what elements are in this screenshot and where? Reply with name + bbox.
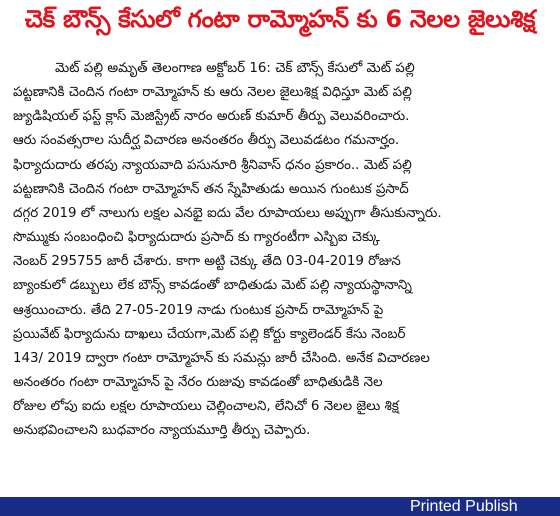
article-line: రోజుల లోపు ఐదు లక్షల రూపాయలు చెల్లించాలని, లేనిచో 6 నెలల జైలు శిక్ష bbox=[13, 399, 399, 415]
article-line: మెట్ పల్లి అమృత్ తెలంగాణ అక్టోబర్ 16: చెక్ బౌన్స్ కేసులో మెట్ పల్లి bbox=[55, 61, 415, 76]
article-line: పట్టణానికి చెందిన గంటా రామ్మోహన్ తన స్నేహితుడు అయిన గుంటుక ప్రసాద్ bbox=[13, 181, 409, 197]
article-line: బ్యాంకులో డబ్బులు లేక బౌన్స్ కావడంతో బాధితుడు మెట్ పల్లి న్యాయస్థానాన్ని bbox=[13, 278, 412, 294]
footer-bar-text: Printed Publish bbox=[410, 498, 518, 515]
article-line: అనంతరం గంటా రామ్మోహన్ పై నేరం రుజువు కావడంతో బాధితుడికి నెల bbox=[13, 375, 383, 391]
article-line: సొమ్ముకు సంబంధించి ఫిర్యాదుదారు ప్రసాద్ కు గ్యారంటీగా ఎస్బిఐ చెక్కు bbox=[13, 230, 380, 246]
article-line: జ్యుడిషియల్ ఫస్ట్ క్లాస్ మెజిస్ట్రేట్ నారం అరుణ్ కుమార్ తీర్పు వెలువరించారు. bbox=[13, 109, 410, 125]
article-line: ఆరు సంవత్సరాల సుదీర్ఘ విచారణ అనంతరం తీర్పు వెలువడటం గమనార్హం. bbox=[13, 133, 400, 149]
article-line: ఫిర్యాదుదారు తరపు న్యాయవాది పసునూరి శ్రీనివాస్ ధనం ప్రకారం.. మెట్ పల్లి bbox=[13, 157, 412, 173]
article-line: అనుభవించాలని బుధవారం న్యాయమూర్తి తీర్పు చెప్పారు. bbox=[13, 423, 311, 439]
article-line: దగ్గర 2019 లో నాలుగు లక్షల ఎనభై ఐదు వేల రూపాయలు అప్పుగా తీసుకున్నారు. bbox=[13, 205, 442, 221]
article-line: ప్రయివేట్ ఫిర్యాదును దాఖలు చేయగా,మెట్ పల్లి కోర్టు క్యాలెండర్ కేసు నెంబర్ bbox=[13, 326, 406, 342]
headline: చెక్ బౌన్స్ కేసులో గంటా రామ్మోహన్ కు 6 నెలల జైలుశిక్ష bbox=[24, 5, 536, 33]
article-line: ఆశ్రయించారు. తేది 27-05-2019 నాడు గుంటుక ప్రసాద్ రామ్మోహన్ పై bbox=[13, 302, 384, 318]
article-line: పట్టణానికి చెందిన గంటా రామ్మోహన్ కు ఆరు నెలల జైలుశిక్ష విధిస్తూ మెట్ పల్లి bbox=[13, 85, 412, 101]
article-body bbox=[13, 57, 556, 444]
article-line: 143/ 2019 ద్వారా గంటా రామ్మోహన్ కు సమన్లు జారీ చేసింది. అనేక విచారణల bbox=[13, 350, 430, 366]
footer-bar bbox=[0, 497, 560, 516]
article-line: నెంబర్ 295755 జారీ చేశారు. కాగా అట్టి చెక్కు తేది 03-04-2019 రోజున bbox=[13, 254, 401, 270]
